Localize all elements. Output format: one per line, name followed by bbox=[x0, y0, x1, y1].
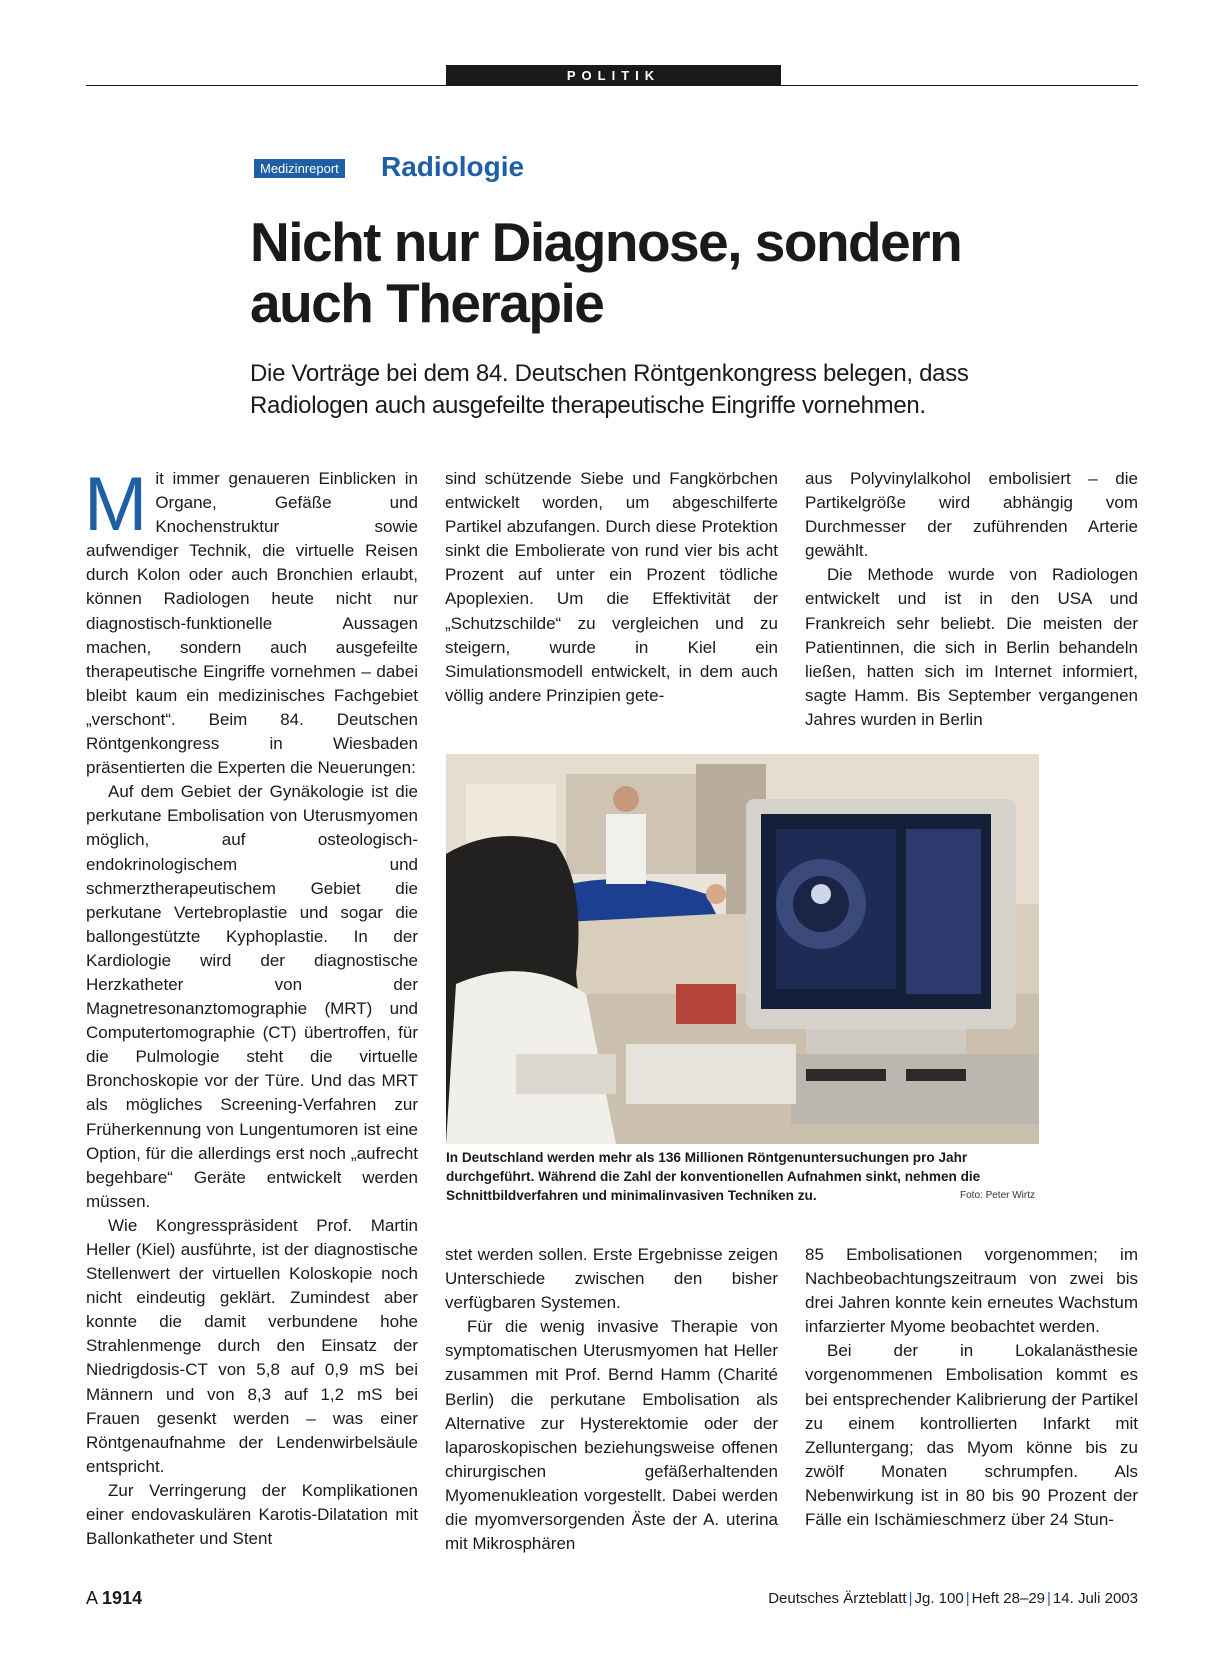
headline-line-1: Nicht nur Diagnose, sondern bbox=[250, 211, 962, 273]
paragraph: sind schützende Siebe und Fangkörbchen entwickelt worden, um abgeschilferte Partikel abzufangen. Durch diese Protektion sinkt die Embolierate von rund vier bis acht Prozent auf unter ein Prozent tödliche Apoplexien. Um die Effektivität der „Schutzschilde“ zu vergleichen und zu steigern, wurde in Kiel ein Simulationsmodell entwickelt, in dem auch völlig andere Prinzipien gete- bbox=[445, 469, 778, 705]
headline bbox=[250, 212, 1100, 334]
paragraph: Die Methode wurde von Radiologen entwickelt und ist in den USA und Frankreich sehr beliebt. Die meisten der Patientinnen, die sich in Berlin behandeln ließen, hatten sich im Internet informiert, sagte Hamm. Bis September vergangenen Jahres wurden in Berlin bbox=[805, 565, 1138, 729]
journal-date: 14. Juli 2003 bbox=[1052, 1590, 1138, 1607]
journal-issue: Heft 28–29 bbox=[971, 1590, 1046, 1607]
separator: | bbox=[1047, 1590, 1051, 1607]
column-2-top bbox=[445, 467, 778, 708]
paragraph: Bei der in Lokalanästhesie vorgenommenen Embolisation kommt es bei entsprechender Kalibrierung der Partikel zu einem kontrollierten Infarkt mit Zelluntergang; das Myom könne bis zu zwölf Monaten schrumpfen. Als Nebenwirkung ist in 80 bis 90 Prozent der Fälle ein Ischämieschmerz über 24 Stun- bbox=[805, 1341, 1138, 1530]
journal-info bbox=[768, 1590, 1138, 1607]
column-2-bottom bbox=[445, 1243, 778, 1556]
separator: | bbox=[965, 1590, 970, 1607]
paragraph: Zur Verringerung der Komplikationen einer endovaskulären Karotis-Dilatation mit Ballonkatheter und Stent bbox=[86, 1480, 418, 1549]
photo-caption bbox=[446, 1148, 1039, 1205]
page-prefix: A bbox=[86, 1588, 98, 1608]
drop-cap: M bbox=[84, 462, 148, 547]
page-number bbox=[86, 1588, 142, 1609]
paragraph: 85 Embolisationen vorgenommen; im Nachbeobachtungszeitraum von zwei bis drei Jahren konnte kein erneutes Wachstum infarzierter Myome beobachtet werden. bbox=[805, 1245, 1138, 1337]
journal-name: Deutsches Ärzteblatt bbox=[768, 1590, 907, 1607]
caption-text: In Deutschland werden mehr als 136 Millionen Röntgenuntersuchungen pro Jahr durchgeführt. Während die Zahl der konventionellen Aufnahmen sinkt, nehmen die Schnittbildverfahren und minimalinvasiven Techniken zu. bbox=[446, 1150, 981, 1203]
section-label: POLITIK bbox=[446, 65, 781, 86]
paragraph: stet werden sollen. Erste Ergebnisse zeigen Unterschiede zwischen den bisher verfügbaren Systemen. bbox=[445, 1245, 778, 1313]
paragraph bbox=[84, 462, 418, 780]
photo-credit: Foto: Peter Wirtz bbox=[960, 1190, 1036, 1201]
standfirst bbox=[250, 358, 1110, 422]
column-1 bbox=[84, 462, 418, 1551]
column-3-bottom bbox=[805, 1243, 1138, 1532]
headline-line-2: auch Therapie bbox=[250, 272, 604, 334]
paragraph: Auf dem Gebiet der Gynäkologie ist die perkutane Embolisation von Uterusmyomen möglich, auf osteologisch-endokrinologischem und schmerztherapeutischem Gebiet die perkutane Vertebroplastie und sogar die ballongestützte Kyphoplastie. In der Kardiologie wird der diagnostische Herzkatheter von der Magnetresonanztomographie (MRT) und Computertomographie (CT) übertroffen, für die Pulmologie steht die virtuelle Bronchoskopie vor der Türe. Und das MRT als mögliches Screening-Verfahren zur Früherkennung von Lungentumoren ist eine Option, für die allerdings erst noch „aufrecht begehbare“ Geräte entwickelt werden müssen. bbox=[86, 782, 418, 1211]
paragraph: Wie Kongresspräsident Prof. Martin Heller (Kiel) ausführte, ist der diagnostische Stellenwert der virtuellen Koloskopie noch nicht eindeutig geklärt. Zumindest aber konnte die damit verbundene hohe Strahlenmenge durch den Einsatz der Niedrigdosis-CT von 5,8 auf 0,9 mS bei Männern und von 8,3 auf 1,2 mS bei Frauen gesenkt werden – was einer Röntgenaufnahme der Lendenwirbelsäule entspricht. bbox=[86, 1215, 418, 1476]
kicker-title: Radiologie bbox=[381, 151, 525, 182]
paragraph-text: it immer genaueren Einblicken in Organe, Gefäße und Knochenstruktur sowie aufwendiger Technik, die virtuelle Reisen durch Kolon oder auch Bronchien erlaubt, können Radiologen heute nicht nur diagnostisch-funktionelle Aussagen machen, sondern auch ausgefeilte therapeutische Eingriffe vornehmen – dabei bleibt kaum ein medizinisches Fachgebiet „verschont“. Beim 84. Deutschen Röntgenkongress in Wiesbaden präsentierten die Experten die Neuerungen: bbox=[86, 469, 418, 778]
separator: | bbox=[908, 1590, 913, 1607]
standfirst-line-2: Radiologen auch ausgefeilte therapeutische Eingriffe vornehmen. bbox=[250, 392, 926, 419]
photo-radiology-workstation bbox=[446, 754, 1039, 1144]
page-number-value: 1914 bbox=[102, 1588, 143, 1608]
kicker-badge: Medizinreport bbox=[254, 159, 345, 178]
journal-volume: Jg. 100 bbox=[914, 1590, 964, 1607]
photo-illustration bbox=[446, 754, 1039, 1144]
paragraph: Für die wenig invasive Therapie von symptomatischen Uterusmyomen hat Heller zusammen mit Prof. Bernd Hamm (Charité Berlin) die perkutane Embolisation als Alternative zur Hysterektomie oder der laparoskopischen beziehungsweise offenen chirurgischen gefäßerhaltenden Myomenukleation vorgestellt. Dabei werden die myomversorgenden Äste der A. uterina mit Mikrosphären bbox=[445, 1317, 778, 1554]
paragraph: aus Polyvinylalkohol embolisiert – die Partikelgröße wird abhängig vom Durchmesser der zuführenden Arterie gewählt. bbox=[805, 469, 1138, 561]
standfirst-line-1: Die Vorträge bei dem 84. Deutschen Röntgenkongress belegen, dass bbox=[250, 360, 969, 387]
column-3-top bbox=[805, 467, 1138, 732]
